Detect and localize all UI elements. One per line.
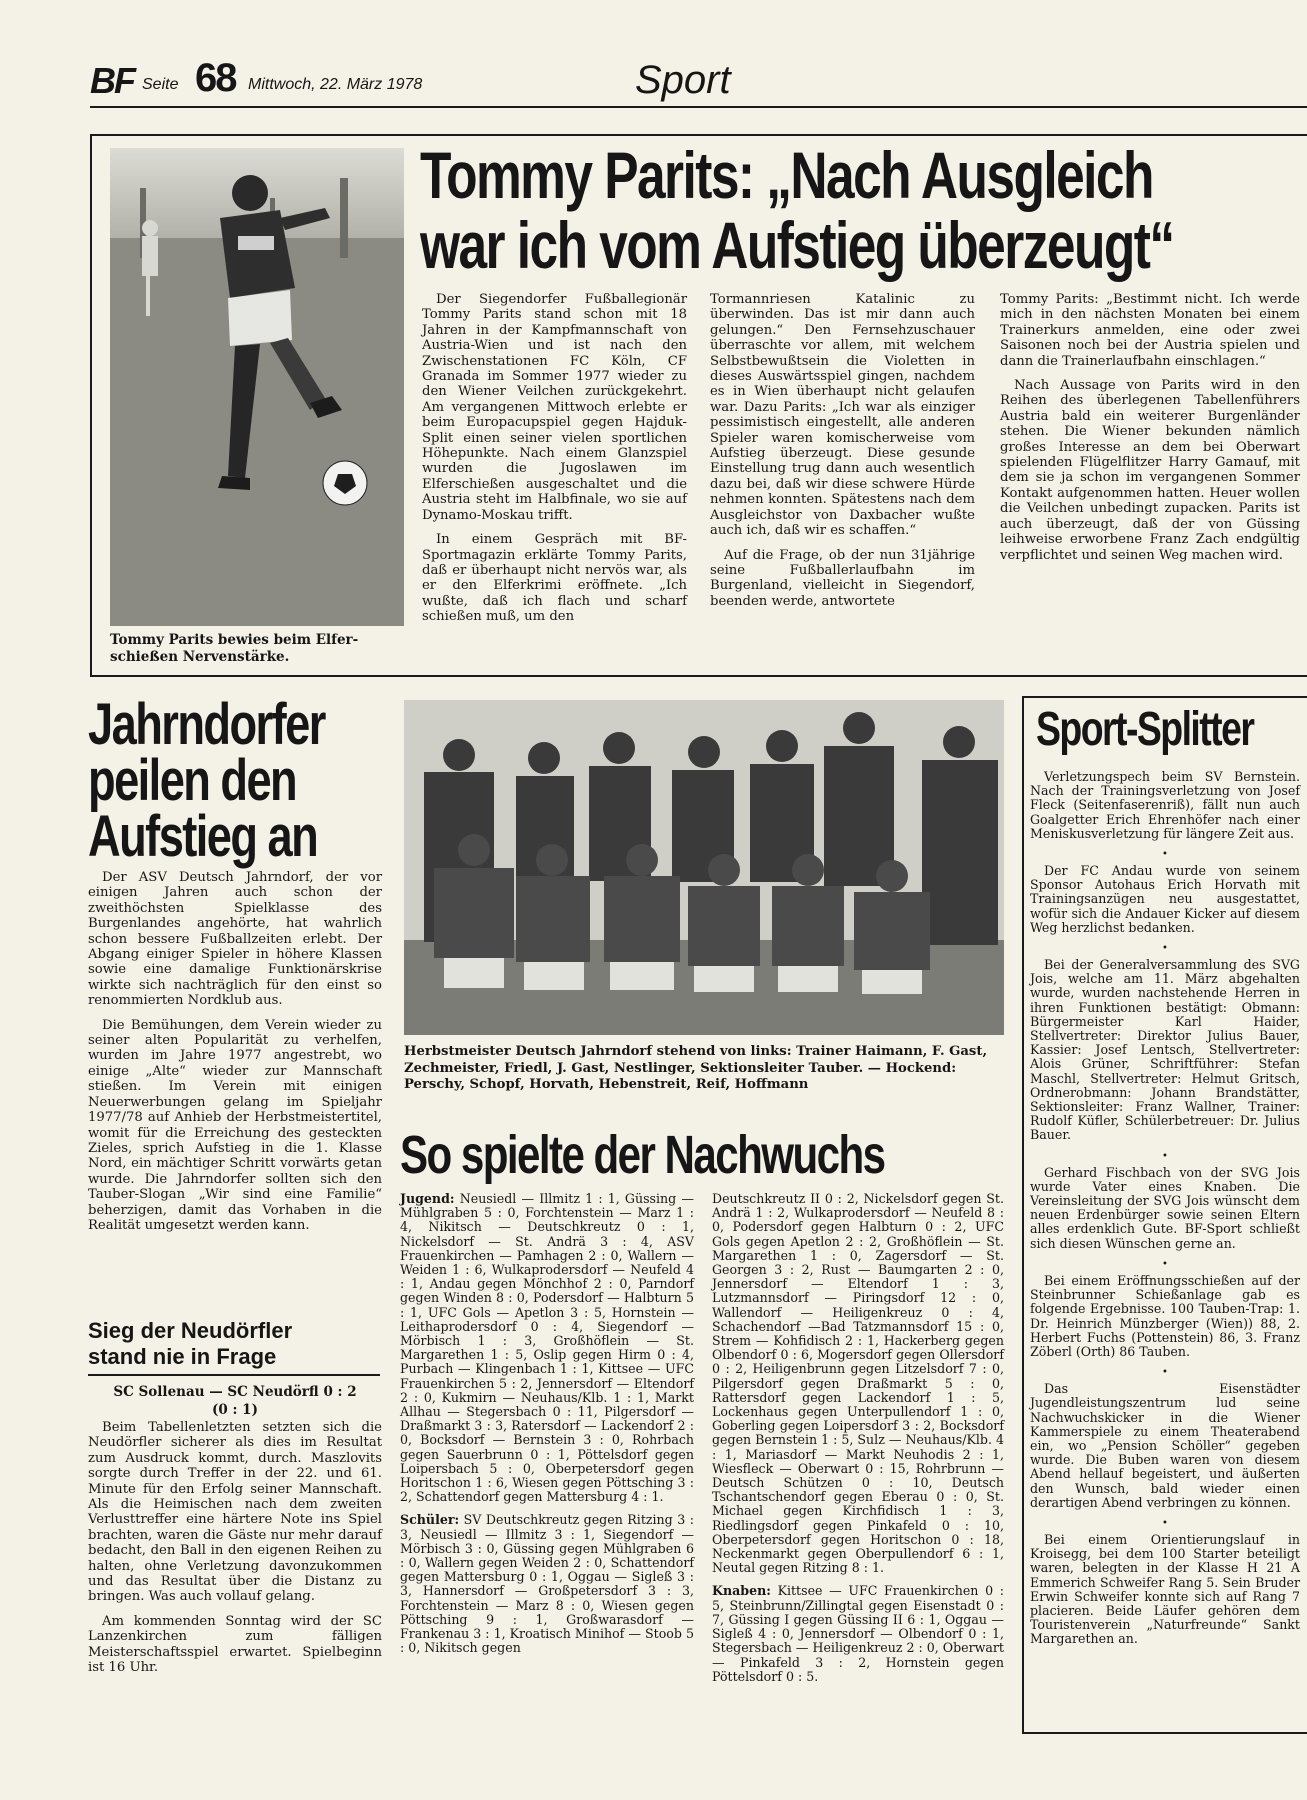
splitter-item: Das Eisenstädter Jugendleistungszentrum lud seine Nachwuchskicker in die Wiener Kammerspiele zu einem Theaterabend ein, wo „Pension Schöller“ gegeben wurde. Die Buben waren von diesem Abend hellauf begeistert, und äußerten den Wunsch, bald wieder einen derartigen Abend verbringen zu können.: [1030, 1381, 1300, 1510]
page-number: 68: [195, 56, 236, 100]
lead-column-1: [422, 292, 687, 634]
lead-col1-paragraph: In einem Gespräch mit BF-Sportmagazin erklärte Tommy Parits, daß er überhaupt nicht nervös war, als er den Elferkrimi eröffnete. „Ich wußte, daß ich flach und scharf schießen muß, um den: [422, 532, 687, 625]
lead-column-2: [710, 292, 975, 618]
jahrndorf-headline-line3: Aufstieg an: [88, 804, 318, 869]
nachwuchs-headline: So spielte der Nachwuchs: [400, 1125, 885, 1185]
team-photo-caption: Herbstmeister Deutsch Jahrndorf stehend von links: Trainer Haimann, F. Gast, Zechmeister, Friedl, J. Gast, Nestlinger, Sektionsleiter Tauber. — Hockend: Perschy, Schopf, Horvath, Hebenstreit, Reif, Hoffmann: [404, 1044, 988, 1092]
parits-photo-caption: Tommy Parits bewies beim Elfer-schießen Nervenstärke.: [110, 632, 359, 665]
nachwuchs-col2-results: Deutschkreutz II 0 : 2, Nickelsdorf gegen St. Andrä 1 : 2, Wulkaprodersdorf — Neufeld 8 : 0, Podersdorf gegen Halbturn 0 : 2, UFC Gols gegen Apetlon 2 : 2, Großhöflein — St. Margarethen 1 : 0, Zagersdorf — St. Georgen 3 : 2, Rust — Baumgarten 2 : 0, Jennersdorf — Eltendorf 1 : 3, Lutzmannsdorf — Piringsdorf 12 : 0, Wallendorf — Heiligenkreuz 0 : 4, Schachendorf —Bad Tatzmannsdorf 15 : 0, Strem — Kohfidisch 2 : 1, Hackerberg gegen Olbendorf 0 : 6, Mogersdorf gegen Ollersdorf 0 : 2, Heiligenbrunn gegen Litzelsdorf 7 : 0, Pilgersdorf gegen Draßmarkt 5 : 0, Rattersdorf gegen Lackendorf 1 : 5, Lockenhaus gegen Unterpullendorf 1 : 0, Goberling gegen Loipersdorf 3 : 2, Bocksdorf gegen Bernstein 1 : 5, Sulz — Neuhaus/Klb. 4 : 1, Mariasdorf — Markt Neuhodis 2 : 1, Wiesfleck — Oberwart 0 : 15, Rohrbrunn — Deutsch Schützen 0 : 10, Deutsch Tschantschendorf gegen Eberau 0 : 0, St. Michael gegen Kirchfidisch 1 : 3, Riedlingsdorf gegen Pinkafeld 0 : 10, Oberpetersdorf gegen Horitschon 0 : 18, Neckenmarkt gegen Oberpullendorf 6 : 1, Neutal gegen Ritzing 8 : 1.: [712, 1191, 1004, 1576]
parits-photo: [110, 148, 404, 626]
team-photo: [404, 700, 1004, 1035]
team-photo-image: [404, 700, 1004, 1035]
lead-col3-paragraph: Tommy Parits: „Bestimmt nicht. Ich werde mich in den nächsten Monaten bei einem Trainerkurs anmelden, eine oder zwei Saisonen noch bei der Austria spielen und dann die Trainerlaufbahn einschlagen.“: [1000, 292, 1300, 369]
lead-headline-line2: war ich vom Aufstieg überzeugt“: [420, 208, 1174, 282]
splitter-bullet: •: [1162, 1150, 1168, 1162]
knaben-label: Knaben:: [712, 1583, 771, 1599]
masthead: [90, 56, 1270, 106]
neudoerfl-rule: [88, 1374, 380, 1376]
nachwuchs-schueler: [400, 1513, 694, 1655]
splitter-item: Bei der Generalversammlung des SVG Jois, welche am 11. März abgehalten wurde, wurden nachstehende Herren in ihren Funktionen bestätigt: Obmann: Bürgermeister Karl Haider, Stellvertreter: Direktor Julius Bauer, Kassier: Josef Lentsch, Stellvertreter: Alois Grüner, Schriftführer: Stefan Maschl, Stellvertreter: Helmut Gritsch, Ordnerobmann: Johann Brandstätter, Sektionsleiter: Franz Wallner, Trainer: Rudolf Küfler, Schülerbetreuer: Dr. Julius Bauer.: [1030, 957, 1300, 1143]
jahrndorf-paragraph: Die Bemühungen, dem Verein wieder zu seiner alten Popularität zu verhelfen, wurden im Jahre 1977 angestrebt, wo einige „Alte“ wieder zur Mannschaft stießen. Im Verein mit einigen Neuerwerbungen gelang im Spieljahr 1977/78 auf Anhieb der Herbstmeistertitel, womit für die Erreichung des gesteckten Zieles, sprich Aufstieg in die 1. Klasse Nord, ein mächtiger Schritt vorwärts getan wurde. Die Jahrndorfer sollten sich den Tauber-Slogan „Wir sind eine Familie“ beherzigen, damit das Vorhaben in die Realität umgesetzt werden kann.: [88, 1017, 382, 1233]
bf-logo: BF: [90, 60, 134, 101]
nachwuchs-jugend: [400, 1192, 694, 1504]
splitter-item: Bei einem Eröffnungsschießen auf der Steinbrunner Schießanlage gab es folgende Ergebnisse. 100 Tauben-Trap: 1. Dr. Heinrich Münzberger (Wien)) 88, 2. Herbert Fuchs (Pottenstein) 86, 3. Franz Zöberl (Orth) 86 Tauben.: [1030, 1272, 1300, 1359]
nachwuchs-column-2: [712, 1192, 1004, 1693]
jahrndorf-headline-line2: peilen den: [88, 748, 297, 813]
splitter-item: Der FC Andau wurde von seinem Sponsor Autohaus Erich Horvath mit Trainingsanzügen neu ausgestattet, wofür sich die Andauer Kicker auf diesem Weg herzlichst bedanken.: [1030, 863, 1300, 935]
sport-splitter-headline: Sport-Splitter: [1036, 703, 1254, 756]
jahrndorf-paragraph: Der ASV Deutsch Jahrndorf, der vor einigen Jahren auch schon der zweithöchsten Spielklasse des Burgenlandes angehörte, hat wahrlich schon bessere Fußballzeiten erlebt. Der Abgang einiger Spieler in höhere Klassen sowie eine damalige Funktionärskrise wirkte sich nachträglich für den einst so renommierten Nordklub aus.: [88, 870, 382, 1009]
schueler-label: Schüler:: [400, 1512, 460, 1528]
jugend-results: Neusiedl — Illmitz 1 : 1, Güssing — Mühlgraben 5 : 0, Forchtenstein — Marz 1 : 4, Nikitsch — Deutschkreutz 0 : 1, Nickelsdorf — St. Andrä 3 : 4, ASV Frauenkirchen — Pamhagen 2 : 0, Wallern — Weiden 1 : 6, Wulkaprodersdorf — Neufeld 4 : 1, Andau gegen Mönchhof 2 : 0, Parndorf gegen Winden 8 : 0, Podersdorf — Halbturn 5 : 1, UFC Gols — Apetlon 3 : 5, Hornstein — Leithaprodersdorf 0 : 4, Siegendorf — Mörbisch 1 : 3, Großhöflein — St. Margarethen 1 : 5, Oslip gegen Hirm 0 : 4, Purbach — Klingenbach 1 : 1, Kittsee — UFC Frauenkirchen 5 : 2, Jennersdorf — Eltendorf 2 : 0, Kukmirn — Neuhaus/Klb. 1 : 1, Markt Allhau — Stegersbach 0 : 11, Pilgersdorf — Draßmarkt 3 : 3, Ratersdorf — Lackendorf 2 : 0, Bocksdorf — Bernstein 3 : 0, Rohrbach gegen Sauerbrunn 0 : 1, Pöttelsdorf gegen Loipersbach 5 : 0, Oberpetersdorf gegen Horitschon 1 : 6, Wiesen gegen Pöttsching 3 : 2, Schattendorf gegen Mattersburg 4 : 1.: [400, 1191, 694, 1505]
neudoerfl-result-half: (0 : 1): [212, 1402, 258, 1418]
lead-column-3: [1000, 292, 1300, 572]
splitter-bullet: •: [1162, 1517, 1168, 1529]
splitter-bullet: •: [1162, 1367, 1168, 1379]
splitter-bullet: •: [1162, 849, 1168, 861]
knaben-results: Kittsee — UFC Frauenkirchen 0 : 5, Steinbrunn/Zillingtal gegen Eisenstadt 0 : 7, Güssing I gegen Güssing II 6 : 1, Oggau — Sigleß 4 : 0, Jennersdorf — Olbendorf 0 : 1, Stegersbach — Heiligenkreuz 2 : 0, Oberwart — Pinkafeld 3 : 2, Hornstein gegen Pöttelsdorf 0 : 5.: [712, 1583, 1004, 1684]
sport-splitter-body: [1030, 770, 1300, 1656]
lead-col3-paragraph: Nach Aussage von Parits wird in den Reihen des überlegenen Tabellenführers Austria bald ein weiterer Burgenländer stehen. Die Wiener bekunden nämlich großes Interesse an dem bei Oberwart spielenden Flügelflitzer Harry Gamauf, mit dem sie ja schon im vergangenen Sommer Kontakt aufgenommen hatten. Heuer wollen die Veilchen unbedingt zupacken. Parits ist auch überzeugt, daß der von Güssing leihweise erworbene Franz Zach endgültig verpflichtet und seinen Weg machen wird.: [1000, 378, 1300, 563]
splitter-item: Verletzungspech beim SV Bernstein. Nach der Trainingsverletzung von Josef Fleck (Seitenfaserenriß), fällt nun auch Goalgetter Erich Ehrenhöfer nach einer Meniskusverletzung für längere Zeit aus.: [1030, 769, 1300, 841]
neudoerfl-paragraph: Am kommenden Sonntag wird der SC Lanzenkirchen zum fälligen Meisterschaftsspiel erwartet. Spielbeginn ist 16 Uhr.: [88, 1613, 382, 1676]
neudoerfl-body: [88, 1420, 382, 1685]
nachwuchs-column-1: [400, 1192, 694, 1665]
parits-kicking-image: [110, 148, 404, 626]
neudoerfl-headline-line1: Sieg der Neudörfler: [88, 1318, 293, 1343]
schueler-results: SV Deutschkreutz gegen Ritzing 3 : 3, Neusiedl — Illmitz 3 : 1, Siegendorf — Mörbisch 3 : 0, Güssing gegen Mühlgraben 6 : 0, Wallern gegen Weiden 2 : 0, Schattendorf gegen Mattersburg 0 : 1, Oggau — Sigleß 3 : 3, Hannersdorf — Großpetersdorf 3 : 3, Forchtenstein — Marz 8 : 0, Wiesen gegen Pöttsching 9 : 1, Großwarasdorf — Frankenau 3 : 1, Kroatisch Minihof — Stoob 5 : 0, Nikitsch gegen: [400, 1512, 694, 1656]
neudoerfl-result: SC Sollenau — SC Neudörfl 0 : 2: [113, 1384, 357, 1400]
lead-col2-paragraph: Tormannriesen Katalinic zu überwinden. Das ist mir dann auch gelungen.“ Den Fernsehzuschauer überraschte vor allem, mit welchem Selbstbewußtsein die Violetten in dieses Auswärtsspiel gingen, nachdem es in Wien überhaupt nicht gelaufen war. Dazu Parits: „Ich war als einziger pessimistisch eingestellt, alle anderen Spieler waren komischerweise vom Aufstieg überzeugt. Diese gesunde Einstellung trug dann auch wesentlich dazu bei, daß wir diese schwere Hürde nehmen konnten. Spätestens nach dem Ausgleichstor von Daxbacher wußte auch ich, daß wir es schaffen.“: [710, 292, 975, 539]
jahrndorf-headline-line1: Jahrndorfer: [88, 692, 325, 757]
lead-headline-line1: Tommy Parits: „Nach Ausgleich: [420, 138, 1153, 212]
splitter-bullet: •: [1162, 1258, 1168, 1270]
neudoerfl-headline-line2: stand nie in Frage: [88, 1344, 277, 1369]
lead-col2-paragraph: Auf die Frage, ob der nun 31jährige seine Fußballerlaufbahn im Burgenland, vielleicht in Siegendorf, beenden werde, antwortete: [710, 547, 975, 609]
neudoerfl-paragraph: Beim Tabellenletzten setzten sich die Neudörfler sicherer als dies im Resultat zum Ausdruck kommt, durch. Maszlovits sorgte durch Treffer in der 22. und 61. Minute für den Erfolg seiner Mannschaft. Als die Heimischen nach dem zweiten Verlusttreffer eine härtere Note ins Spiel brachten, waren die Gäste nur mehr darauf bedacht, den Ball in den eigenen Reihen zu halten, ohne Verletzung davonzukommen und das Resultat über die Distanz zu bringen. Was auch vollauf gelang.: [88, 1420, 382, 1605]
page-word: Seite: [142, 76, 179, 93]
splitter-item: Gerhard Fischbach von der SVG Jois wurde Vater eines Knaben. Die Vereinsleitung der SVG Jois wünscht dem neuen Erdenbürger sowie seinen Eltern alles erdenklich Gute. BF-Sport schließt sich diesen Wünschen gerne an.: [1030, 1164, 1300, 1251]
masthead-rule: [90, 106, 1307, 108]
issue-date: Mittwoch, 22. März 1978: [248, 76, 423, 93]
jugend-label: Jugend:: [400, 1191, 455, 1206]
nachwuchs-knaben: [712, 1584, 1004, 1683]
section-title: Sport: [635, 58, 731, 102]
lead-col1-paragraph: Der Siegendorfer Fußballegionär Tommy Parits stand schon mit 18 Jahren in der Kampfmannschaft von Austria-Wien und ist nach den Zwischenstationen FC Köln, CF Granada im Sommer 1977 wieder zu den Wiener Veilchen zurückgekehrt. Am vergangenen Mittwoch erlebte er beim Europacupspiel gegen Hajduk-Split einen seiner vielen sportlichen Höhepunkte. Nach einem Glanzspiel wurden die Jugoslawen im Elferschießen ausgeschaltet und die Austria steht im Halbfinale, wo sie auf Dynamo-Moskau trifft.: [422, 292, 687, 523]
splitter-item: Bei einem Orientierungslauf in Kroisegg, bei dem 100 Starter beteiligt waren, belegten in der Klasse H 21 A Emmerich Schweifer Rang 5. Sein Bruder Erwin Schweifer konnte sich auf Rang 7 placieren. Beide Läufer gehören dem Touristenverein „Naturfreunde“ Sankt Margarethen an.: [1030, 1531, 1300, 1647]
jahrndorf-body: [88, 870, 382, 1242]
splitter-bullet: •: [1162, 943, 1168, 955]
